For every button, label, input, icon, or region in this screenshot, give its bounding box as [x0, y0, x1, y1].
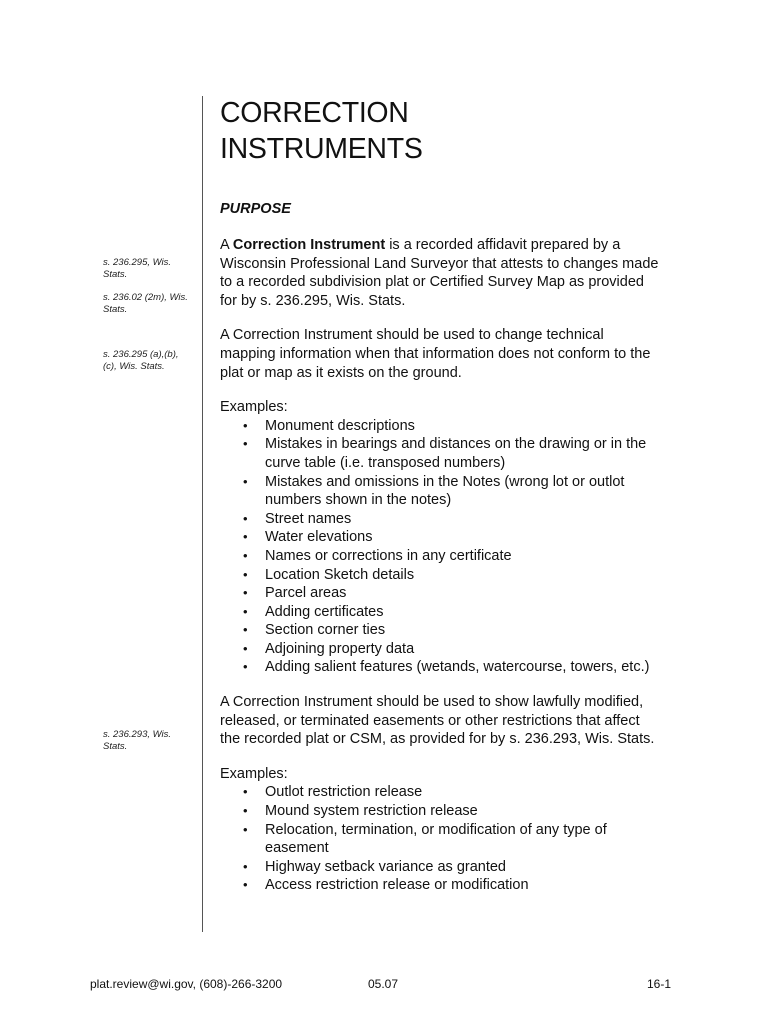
sidenote-236-293: s. 236.293, Wis. Stats. [103, 729, 172, 752]
list-item-text: Mound system restriction release [265, 803, 478, 820]
bullet-icon: • [243, 547, 248, 563]
list-item [243, 528, 660, 547]
definition-rest: is a recorded affidavit prepared by a Wisconsin Professional Land Surveyor that attests to changes made to a recorded subdivision plat or Certified Survey Map as provided for by s. 236.295, Wis. Stats. [220, 237, 659, 309]
bullet-icon: • [243, 640, 248, 656]
examples-list-1 [220, 417, 660, 677]
list-item-text: Outlot restriction release [265, 784, 423, 801]
bullet-icon: • [243, 473, 248, 489]
list-item-text: Street names [265, 510, 352, 527]
list-item [243, 417, 660, 436]
list-item [243, 510, 660, 529]
list-item [243, 802, 660, 821]
margin-rule [202, 96, 203, 932]
page-title [220, 95, 423, 167]
examples-list-2 [220, 783, 660, 895]
list-item [243, 566, 660, 585]
page-title-line-1: CORRECTION [220, 97, 409, 129]
list-item [243, 640, 660, 659]
list-item [243, 858, 660, 877]
definition-lead: A [220, 237, 233, 253]
bullet-icon: • [243, 858, 248, 874]
footer-page-number: 16-1 [646, 977, 671, 991]
bullet-icon: • [243, 803, 248, 819]
list-item [243, 603, 660, 622]
list-item-text: Adding certificates [265, 603, 384, 620]
list-item-text: Monument descriptions [265, 417, 415, 434]
bullet-icon: • [243, 821, 248, 837]
purpose-heading: PURPOSE [220, 201, 291, 217]
list-item [243, 658, 660, 677]
technical-mapping-paragraph: A Correction Instrument should be used to change technical mapping information when that information does not conform to the plat or map as it exists on the ground. [220, 327, 651, 381]
list-item-text: Location Sketch details [265, 566, 415, 583]
list-item [243, 876, 660, 895]
bullet-icon: • [243, 529, 248, 545]
bullet-icon: • [243, 417, 248, 433]
list-item-text: Highway setback variance as granted [265, 858, 506, 875]
list-item [243, 584, 660, 603]
page-title-line-2: INSTRUMENTS [220, 133, 423, 165]
sidenote-236-02: s. 236.02 (2m), Wis. Stats. [103, 292, 188, 315]
list-item [243, 547, 660, 566]
footer-contact: plat.review@wi.gov, (608)-266-3200 [90, 977, 283, 991]
list-item-text: Mistakes in bearings and distances on the drawing or in the curve table (i.e. transposed numbers) [265, 436, 647, 471]
list-item-text: Adding salient features (wetands, watercourse, towers, etc.) [265, 659, 650, 676]
bullet-icon: • [243, 603, 248, 619]
list-item [243, 783, 660, 802]
easement-paragraph: A Correction Instrument should be used to show lawfully modified, released, or terminated easements or other restrictions that affect the recorded plat or CSM, as provided for by s. 236.293, Wis. Stats. [220, 694, 655, 748]
list-item-text: Water elevations [265, 529, 373, 546]
bullet-icon: • [243, 877, 248, 893]
list-item-text: Parcel areas [265, 585, 347, 602]
list-item-text: Access restriction release or modification [265, 877, 529, 894]
list-item [243, 473, 660, 510]
bullet-icon: • [243, 659, 248, 675]
list-item-text: Relocation, termination, or modification of any type of easement [265, 821, 607, 857]
sidenote-236-295: s. 236.295, Wis. Stats. [103, 257, 172, 280]
body-text [220, 236, 660, 911]
examples-label-2: Examples: [220, 765, 288, 782]
bullet-icon: • [243, 585, 248, 601]
list-item [243, 821, 660, 858]
footer-date: 05.07 [368, 977, 399, 991]
list-item-text: Names or corrections in any certificate [265, 547, 512, 564]
list-item-text: Adjoining property data [265, 640, 415, 657]
sidenote-236-295-abc: s. 236.295 (a),(b), (c), Wis. Stats. [103, 349, 179, 372]
bullet-icon: • [243, 622, 248, 638]
bullet-icon: • [243, 510, 248, 526]
list-item-text: Section corner ties [265, 622, 386, 639]
examples-label-1: Examples: [220, 399, 288, 416]
definition-paragraph [220, 236, 660, 310]
bullet-icon: • [243, 566, 248, 582]
list-item-text: Mistakes and omissions in the Notes (wrong lot or outlot numbers shown in the notes) [265, 473, 625, 509]
definition-term: Correction Instrument [232, 237, 386, 253]
list-item [243, 435, 660, 472]
bullet-icon: • [243, 436, 248, 452]
bullet-icon: • [243, 784, 248, 800]
list-item [243, 621, 660, 640]
